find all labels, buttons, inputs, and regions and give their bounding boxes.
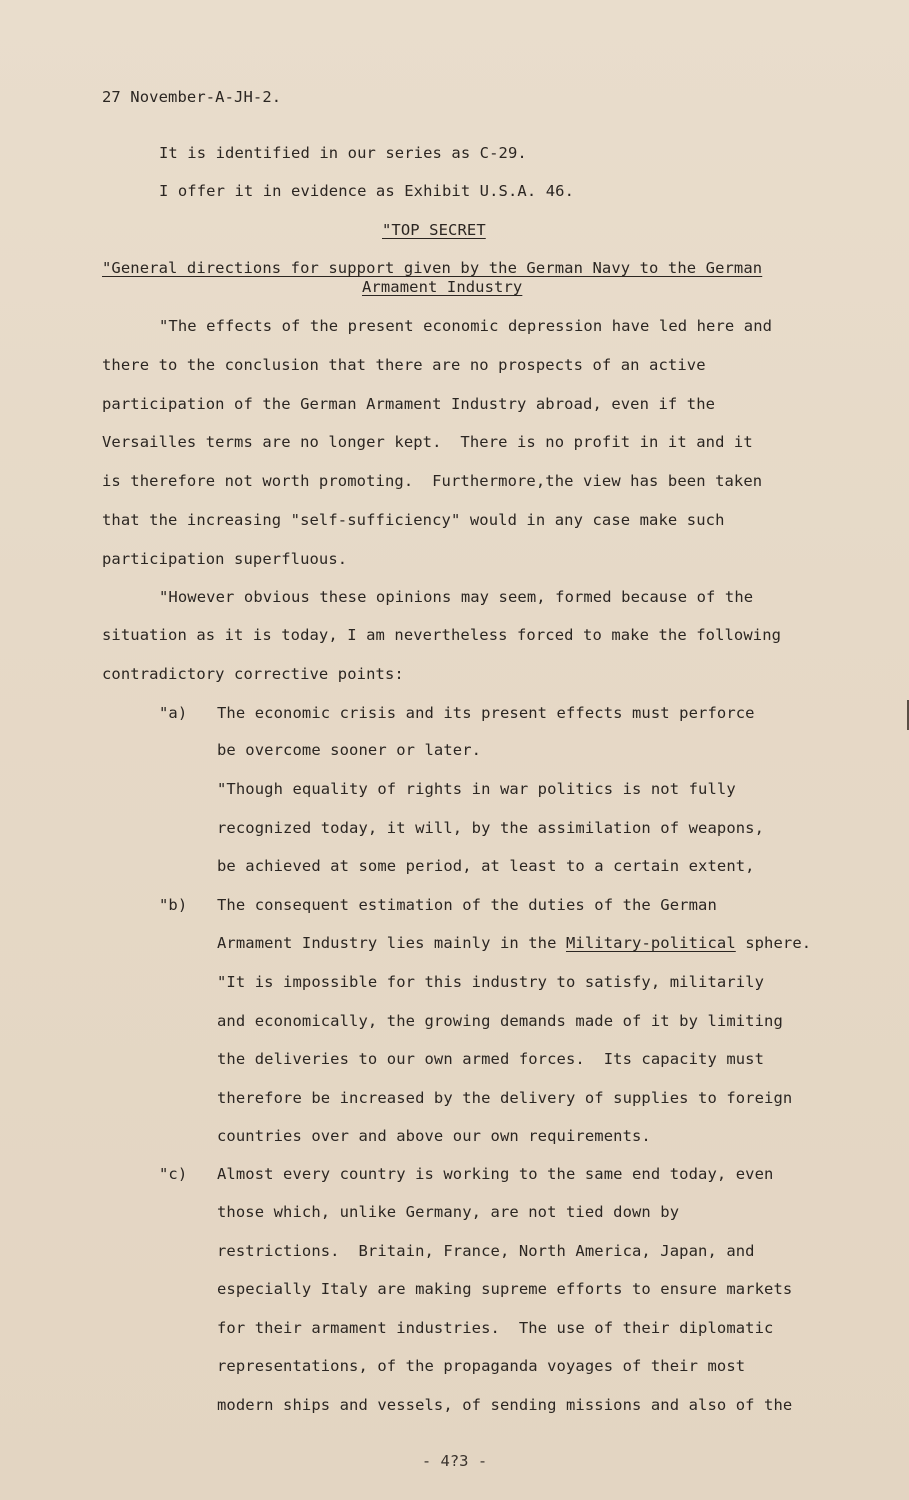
- doc-title-line-1: "General directions for support given by the German Navy to the German: [102, 259, 763, 277]
- para1-line-6: that the increasing "self-sufficiency" would in any case make such: [102, 511, 725, 529]
- point-b-line-4: and economically, the growing demands made of it by limiting: [217, 1012, 783, 1030]
- point-b-line-2-pre: Armament Industry lies mainly in the: [217, 934, 566, 952]
- point-b-line-6: therefore be increased by the delivery of supplies to foreign: [217, 1089, 793, 1107]
- point-a-line-1: The economic crisis and its present effects must perforce: [217, 704, 755, 722]
- para1-line-7: participation superfluous.: [102, 550, 348, 568]
- para1-line-5: is therefore not worth promoting. Furthermore,the view has been taken: [102, 472, 763, 490]
- point-a-line-4: recognized today, it will, by the assimilation of weapons,: [217, 819, 765, 837]
- header-reference: 27 November-A-JH-2.: [102, 88, 282, 106]
- para1-line-2: there to the conclusion that there are no prospects of an active: [102, 356, 706, 374]
- point-c-line-6: representations, of the propaganda voyages of their most: [217, 1357, 746, 1375]
- point-c-line-7: modern ships and vessels, of sending missions and also of the: [217, 1396, 793, 1414]
- point-a-line-2: be overcome sooner or later.: [217, 741, 482, 759]
- para2-line-1: "However obvious these opinions may seem, formed because of the: [159, 588, 754, 606]
- point-b-line-7: countries over and above our own requirements.: [217, 1127, 651, 1145]
- point-c-line-2: those which, unlike Germany, are not tied down by: [217, 1203, 680, 1221]
- point-b-line-5: the deliveries to our own armed forces. Its capacity must: [217, 1050, 765, 1068]
- intro-line-1: It is identified in our series as C-29.: [159, 144, 527, 162]
- doc-title-line-2: Armament Industry: [362, 278, 523, 296]
- point-b-line-1: The consequent estimation of the duties of the German: [217, 896, 717, 914]
- page-number: - 4?3 -: [421, 1452, 488, 1470]
- classification-heading: "TOP SECRET: [382, 221, 486, 239]
- point-b-line-2-post: sphere.: [735, 934, 812, 952]
- point-c-label: "c): [159, 1165, 188, 1183]
- para2-line-2: situation as it is today, I am nevertheless forced to make the following: [102, 626, 782, 644]
- point-a-line-5: be achieved at some period, at least to a certain extent,: [217, 857, 755, 875]
- point-c-line-3: restrictions. Britain, France, North America, Japan, and: [217, 1242, 755, 1260]
- point-c-line-4: especially Italy are making supreme efforts to ensure markets: [217, 1280, 793, 1298]
- intro-line-2: I offer it in evidence as Exhibit U.S.A. 46.: [159, 182, 574, 200]
- para1-line-1: "The effects of the present economic depression have led here and: [159, 317, 773, 335]
- para1-line-3: participation of the German Armament Industry abroad, even if the: [102, 395, 716, 413]
- point-b-label: "b): [159, 896, 188, 914]
- point-c-line-1: Almost every country is working to the same end today, even: [217, 1165, 774, 1183]
- para1-line-4: Versailles terms are no longer kept. There is no profit in it and it: [102, 433, 753, 451]
- military-political-underlined: Military-political: [565, 934, 736, 952]
- point-b-line-2: [217, 933, 811, 953]
- point-a-line-3: "Though equality of rights in war politics is not fully: [217, 780, 736, 798]
- point-b-line-3: "It is impossible for this industry to satisfy, militarily: [217, 973, 765, 991]
- point-a-label: "a): [159, 704, 188, 722]
- point-c-line-5: for their armament industries. The use of their diplomatic: [217, 1319, 774, 1337]
- para2-line-3: contradictory corrective points:: [102, 665, 404, 683]
